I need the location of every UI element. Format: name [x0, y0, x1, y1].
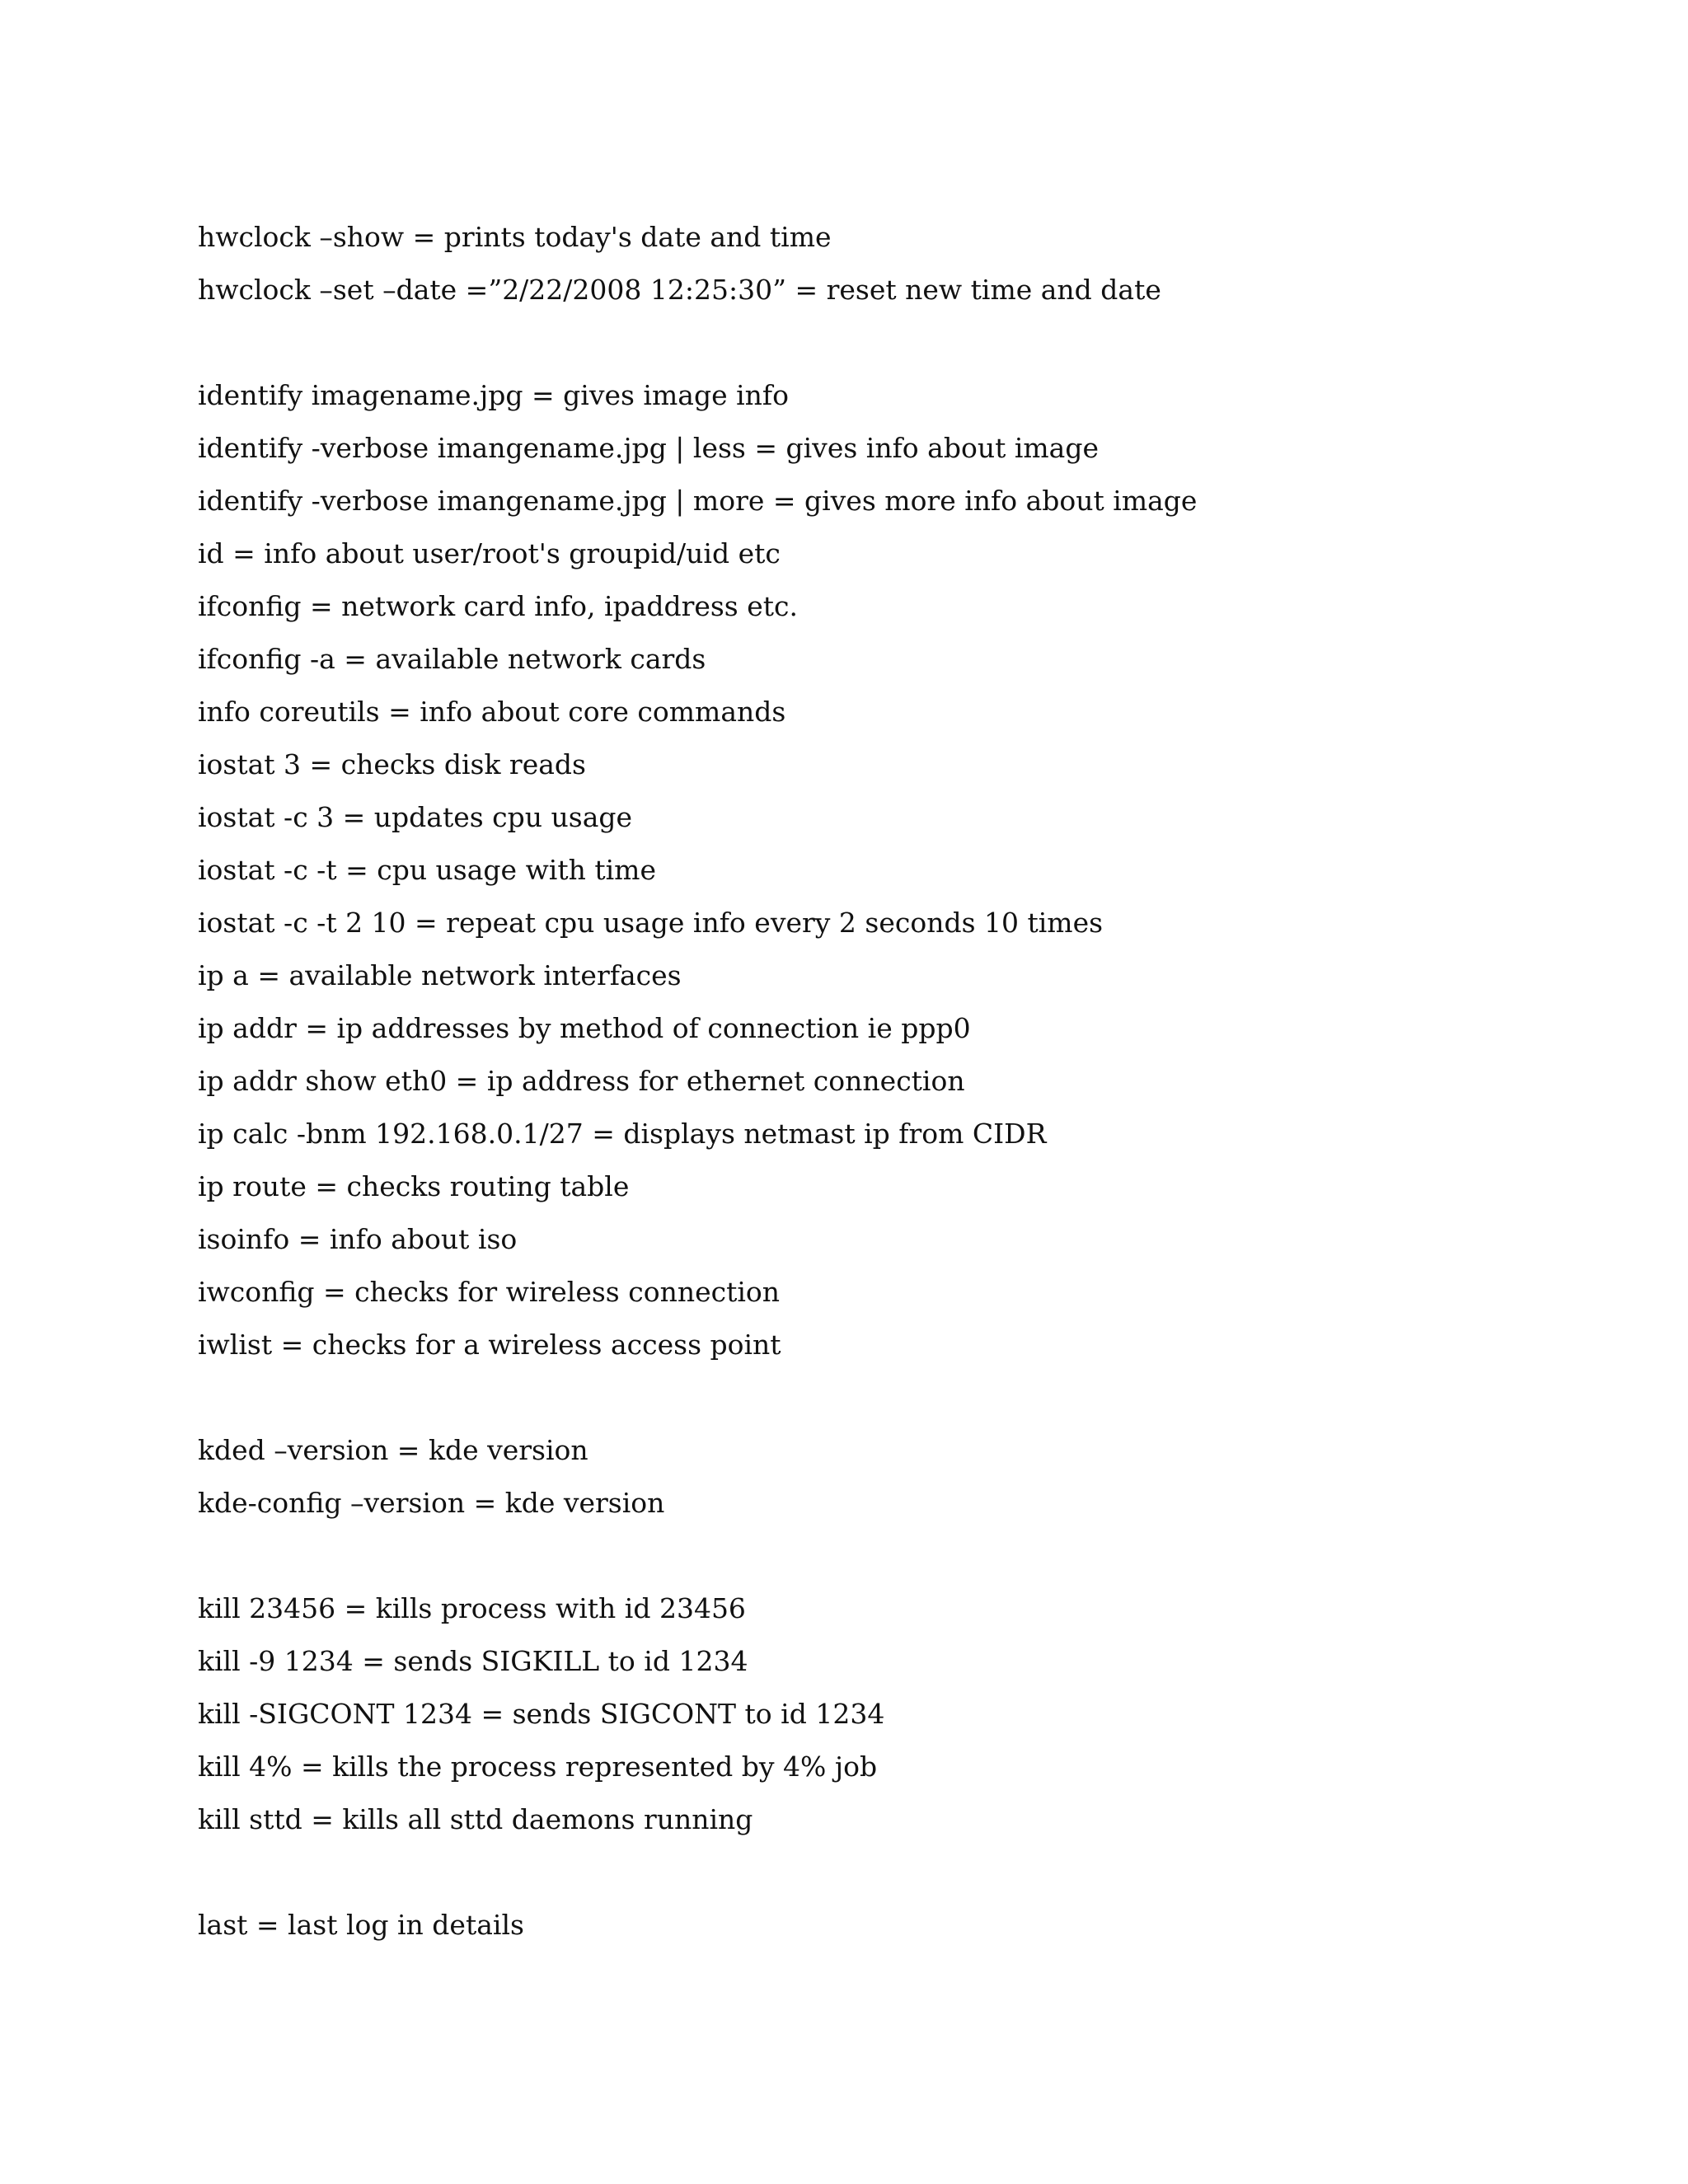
blank-line	[198, 1371, 1599, 1424]
document-body	[198, 211, 1599, 1952]
text-line: hwclock –show = prints today's date and time	[198, 221, 832, 253]
text-line: kill 4% = kills the process represented by 4% job	[198, 1750, 878, 1783]
text-line: identify -verbose imangename.jpg | more = gives more info about image	[198, 485, 1198, 517]
text-line: iostat -c 3 = updates cpu usage	[198, 801, 633, 833]
blank-line	[198, 1846, 1599, 1899]
text-line: kill sttd = kills all sttd daemons running	[198, 1803, 753, 1835]
text-line: ip addr = ip addresses by method of connection ie ppp0	[198, 1012, 971, 1044]
text-line: iostat -c -t = cpu usage with time	[198, 854, 657, 886]
text-line: kill 23456 = kills process with id 23456	[198, 1592, 746, 1624]
blank-line	[198, 1530, 1599, 1582]
text-line: kill -SIGCONT 1234 = sends SIGCONT to id 1234	[198, 1698, 885, 1730]
blank-line	[198, 316, 1599, 369]
text-line: ifconfig -a = available network cards	[198, 643, 706, 675]
text-line: id = info about user/root's groupid/uid etc	[198, 537, 781, 569]
text-line: iwconfig = checks for wireless connection	[198, 1276, 781, 1308]
text-line: ip a = available network interfaces	[198, 959, 682, 991]
text-line: ip addr show eth0 = ip address for ethernet connection	[198, 1065, 965, 1097]
text-line: ip calc -bnm 192.168.0.1/27 = displays netmast ip from CIDR	[198, 1118, 1047, 1150]
text-line: ifconfig = network card info, ipaddress etc.	[198, 590, 798, 622]
text-line: info coreutils = info about core commands	[198, 696, 786, 728]
text-line: hwclock –set –date =”2/22/2008 12:25:30” = reset new time and date	[198, 274, 1161, 306]
text-line: kill -9 1234 = sends SIGKILL to id 1234	[198, 1645, 748, 1677]
text-line: iostat 3 = checks disk reads	[198, 748, 586, 780]
text-line: isoinfo = info about iso	[198, 1223, 518, 1255]
text-line: ip route = checks routing table	[198, 1170, 630, 1202]
text-line: identify imagename.jpg = gives image info	[198, 379, 789, 411]
text-line: kde-config –version = kde version	[198, 1487, 665, 1519]
text-line: iwlist = checks for a wireless access point	[198, 1329, 781, 1361]
text-line: kded –version = kde version	[198, 1434, 588, 1466]
text-line: identify -verbose imangename.jpg | less = gives info about image	[198, 432, 1099, 464]
text-line: last = last log in details	[198, 1909, 524, 1941]
text-line: iostat -c -t 2 10 = repeat cpu usage info every 2 seconds 10 times	[198, 907, 1104, 939]
